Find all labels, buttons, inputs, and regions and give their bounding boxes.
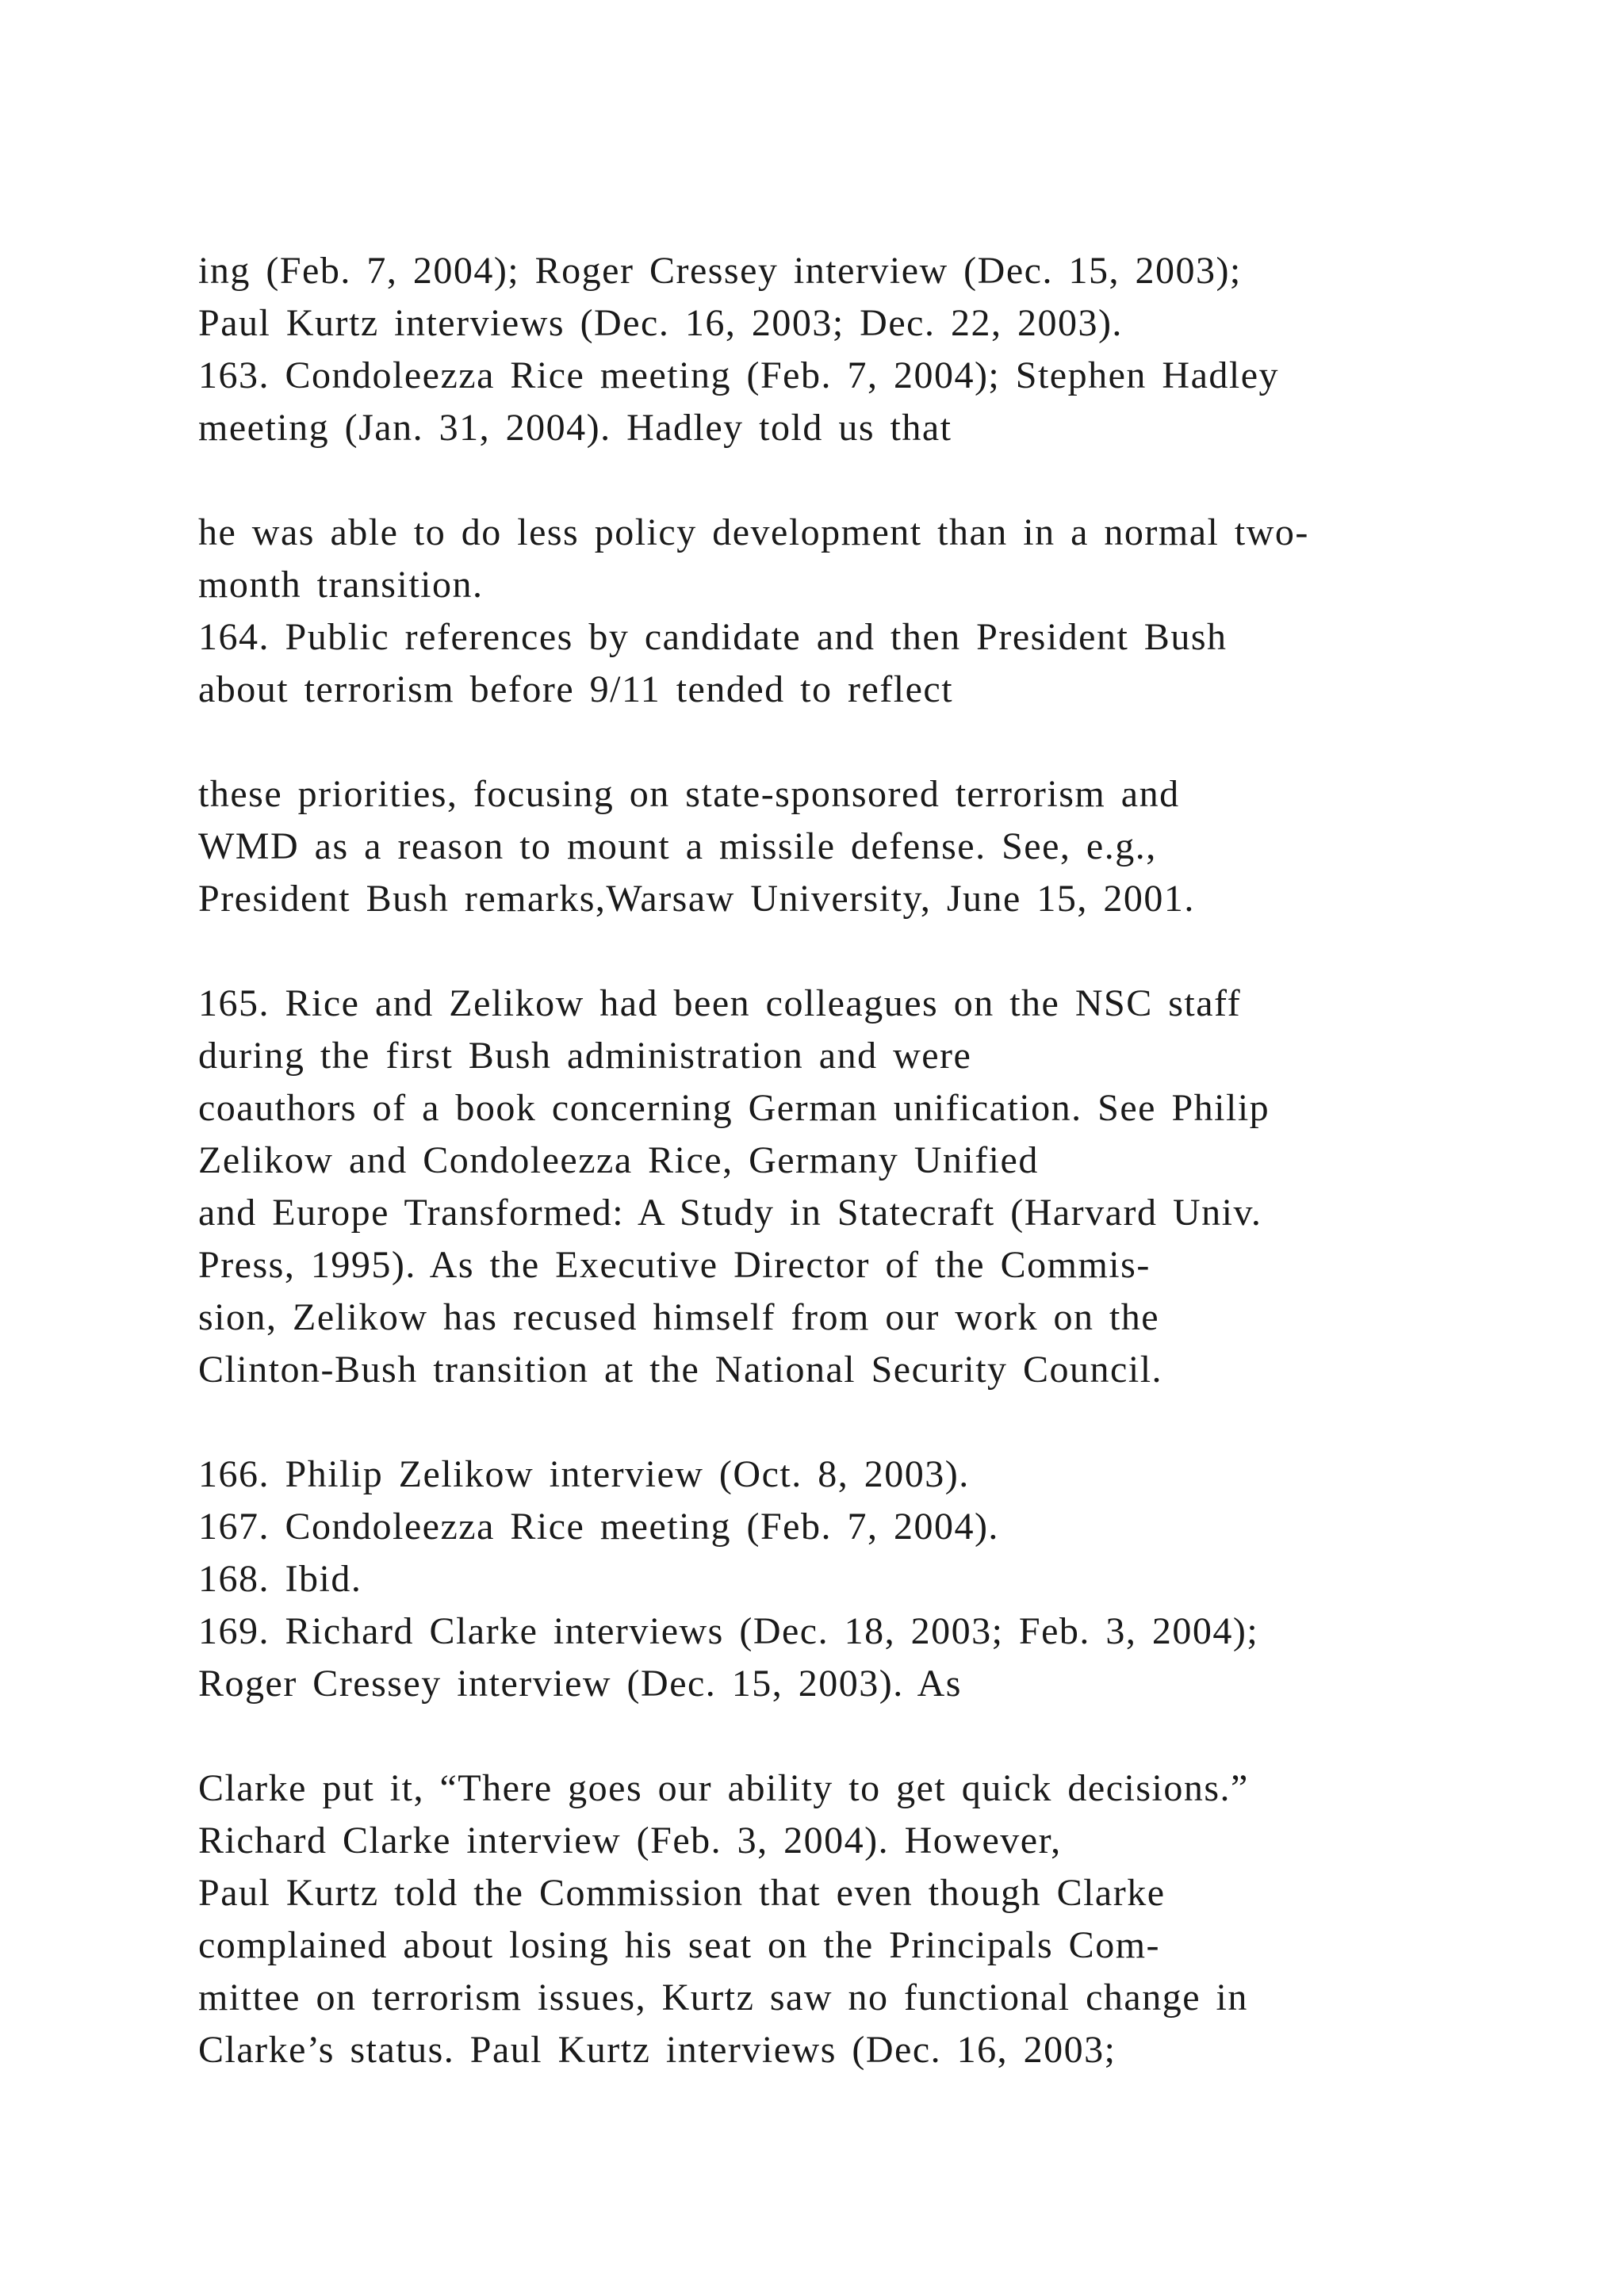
text-line: sion, Zelikow has recused himself from our work on the	[198, 1296, 1160, 1338]
text-line: Clarke put it, “There goes our ability to get quick decisions.”	[198, 1767, 1249, 1809]
footnote-167: 167. Condoleezza Rice meeting (Feb. 7, 2004).	[198, 1506, 999, 1548]
text-line: President Bush remarks,Warsaw University, June 15, 2001.	[198, 878, 1195, 920]
footnote-166: 166. Philip Zelikow interview (Oct. 8, 2003).	[198, 1453, 970, 1495]
text-line: month transition.	[198, 564, 484, 606]
text-line: meeting (Jan. 31, 2004). Hadley told us that	[198, 407, 952, 449]
footnote-165: 165. Rice and Zelikow had been colleagues on the NSC staff	[198, 982, 1242, 1024]
footnote-text	[198, 245, 1546, 2076]
text-line: ing (Feb. 7, 2004); Roger Cressey interview (Dec. 15, 2003);	[198, 250, 1242, 292]
text-line: mittee on terrorism issues, Kurtz saw no functional change in	[198, 1976, 1248, 2019]
footnote-168: 168. Ibid.	[198, 1558, 362, 1600]
footnote-163: 163. Condoleezza Rice meeting (Feb. 7, 2004); Stephen Hadley	[198, 354, 1280, 396]
text-line: coauthors of a book concerning German unification. See Philip	[198, 1087, 1270, 1129]
text-line: Roger Cressey interview (Dec. 15, 2003). As	[198, 1663, 962, 1705]
text-line: during the first Bush administration and were	[198, 1035, 972, 1077]
text-line: complained about losing his seat on the Principals Com-	[198, 1924, 1161, 1966]
text-line: Richard Clarke interview (Feb. 3, 2004). However,	[198, 1820, 1062, 1862]
paragraph-gap	[198, 1710, 1546, 1762]
text-line: Press, 1995). As the Executive Director of the Commis-	[198, 1244, 1151, 1286]
paragraph-gap	[198, 925, 1546, 978]
text-line: Paul Kurtz interviews (Dec. 16, 2003; Dec. 22, 2003).	[198, 302, 1123, 344]
text-line: he was able to do less policy development than in a normal two-	[198, 511, 1309, 553]
text-line: Clarke’s status. Paul Kurtz interviews (Dec. 16, 2003;	[198, 2029, 1116, 2071]
text-line: Zelikow and Condoleezza Rice, Germany Unified	[198, 1139, 1039, 1181]
text-line: these priorities, focusing on state-sponsored terrorism and	[198, 773, 1180, 815]
text-line: about terrorism before 9/11 tended to reflect	[198, 668, 954, 710]
paragraph-gap	[198, 716, 1546, 768]
text-line: Clinton-Bush transition at the National Security Council.	[198, 1349, 1163, 1391]
text-line: WMD as a reason to mount a missile defense. See, e.g.,	[198, 825, 1157, 867]
text-line: and Europe Transformed: A Study in Statecraft (Harvard Univ.	[198, 1192, 1262, 1234]
paragraph-gap	[198, 1396, 1546, 1448]
footnote-164: 164. Public references by candidate and then President Bush	[198, 616, 1228, 658]
paragraph-gap	[198, 454, 1546, 507]
text-line: Paul Kurtz told the Commission that even though Clarke	[198, 1872, 1166, 1914]
footnote-169: 169. Richard Clarke interviews (Dec. 18, 2003; Feb. 3, 2004);	[198, 1610, 1259, 1652]
